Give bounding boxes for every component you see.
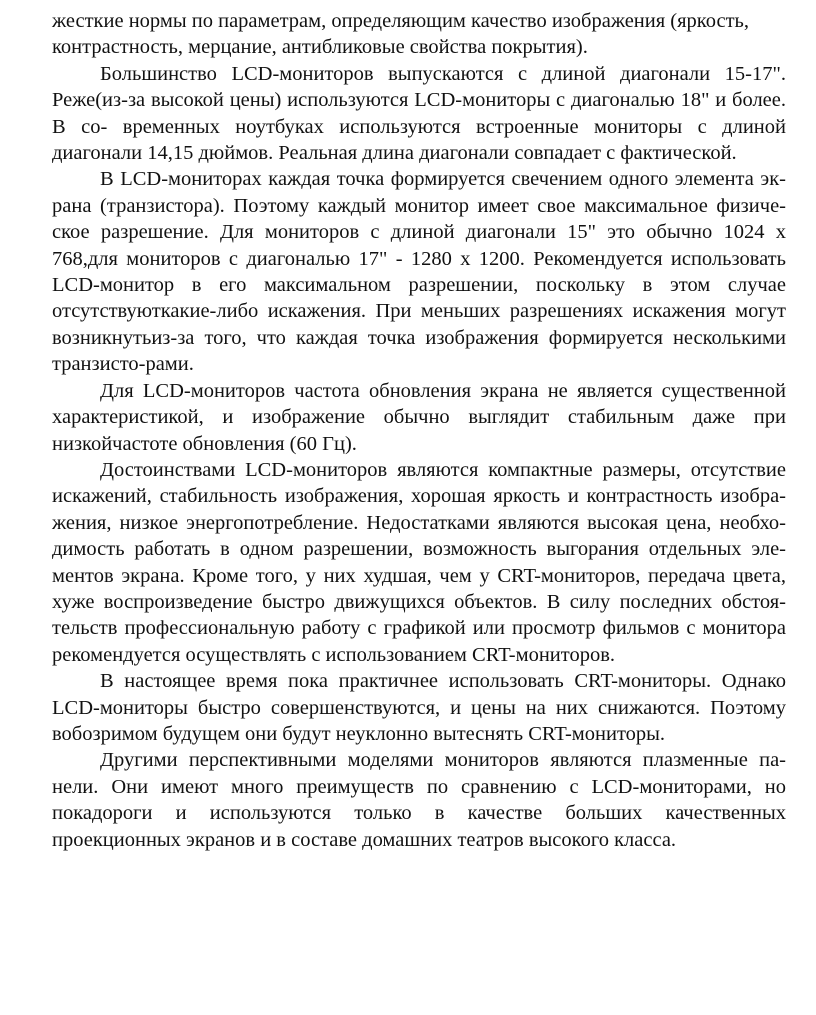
paragraph-plasma: Другими перспективными моделями мониторов являются плазменные па- нели. Они имеют много преимуществ по сравнению с LCD-мониторами, но покадороги и используются только в качестве больших качественных проекционных экранов и в составе домашних театров высокого класса. bbox=[52, 749, 786, 851]
paragraph-diagonal: Большинство LCD-мониторов выпускаются с длиной диагонали 15-17". Реже(из-за высокой цены) используются LCD-мониторы с диагональю 18" и более. В со- временных ноутбуках используются встроенные мониторы с длиной диагонали 14,15 дюймов. Реальная длина диагонали совпадает с фактической. bbox=[52, 62, 786, 165]
paragraph-refresh-rate: Для LCD-мониторов частота обновления экрана не является существенной характеристикой, и изображение обычно выглядит стабильным даже при низкойчастоте обновления (60 Гц). bbox=[52, 379, 786, 455]
paragraph-advantages: Достоинствами LCD-мониторов являются компактные размеры, отсутствие искажений, стабильность изображения, хорошая яркость и контрастность изобра- жения, низкое энергопотребление. Недостатками являются высокая цена, необхо- димость работать в одном разрешении, возможность выгорания отдельных эле- ментов экрана. Кроме того, у них худшая, чем у CRT-мониторов, передача цвета, хуже воспроизведение быстро движущихся объектов. В силу последних обстоя- тельств профессиональную работу с графикой или просмотр фильмов с монитора рекомендуется осуществлять с использованием CRT-мониторов. bbox=[52, 458, 786, 666]
paragraph-crt-current: В настоящее время пока практичнее использовать CRT-мониторы. Однако LCD-мониторы быстро совершенствуются, и цены на них снижаются. Поэтому вобозримом будущем они будут неуклонно вытеснять CRT-мониторы. bbox=[52, 670, 786, 745]
paragraph-resolution: В LCD-мониторах каждая точка формируется свечением одного элемента эк- рана (транзистора). Поэтому каждый монитор имеет свое максимальное физиче- ское разрешение. Для мониторов с длиной диагонали 15" это обычно 1024 x 768,для мониторов с диагональю 17" - 1280 x 1200. Рекомендуется использовать LCD-монитор в его максимальном разрешении, поскольку в этом случае отсутствуюткакие-либо искажения. При меньших разрешениях искажения могут возникнутьиз-за того, что каждая точка изображения формируется несколькими транзисто-рами. bbox=[52, 168, 786, 376]
paragraph-continuation-1: жесткие нормы по параметрам, определяющим качество изображения (яркость, bbox=[52, 10, 750, 32]
document-page bbox=[52, 8, 786, 853]
paragraph-continuation-2: контрастность, мерцание, антибликовые свойства покрытия). bbox=[52, 36, 588, 59]
